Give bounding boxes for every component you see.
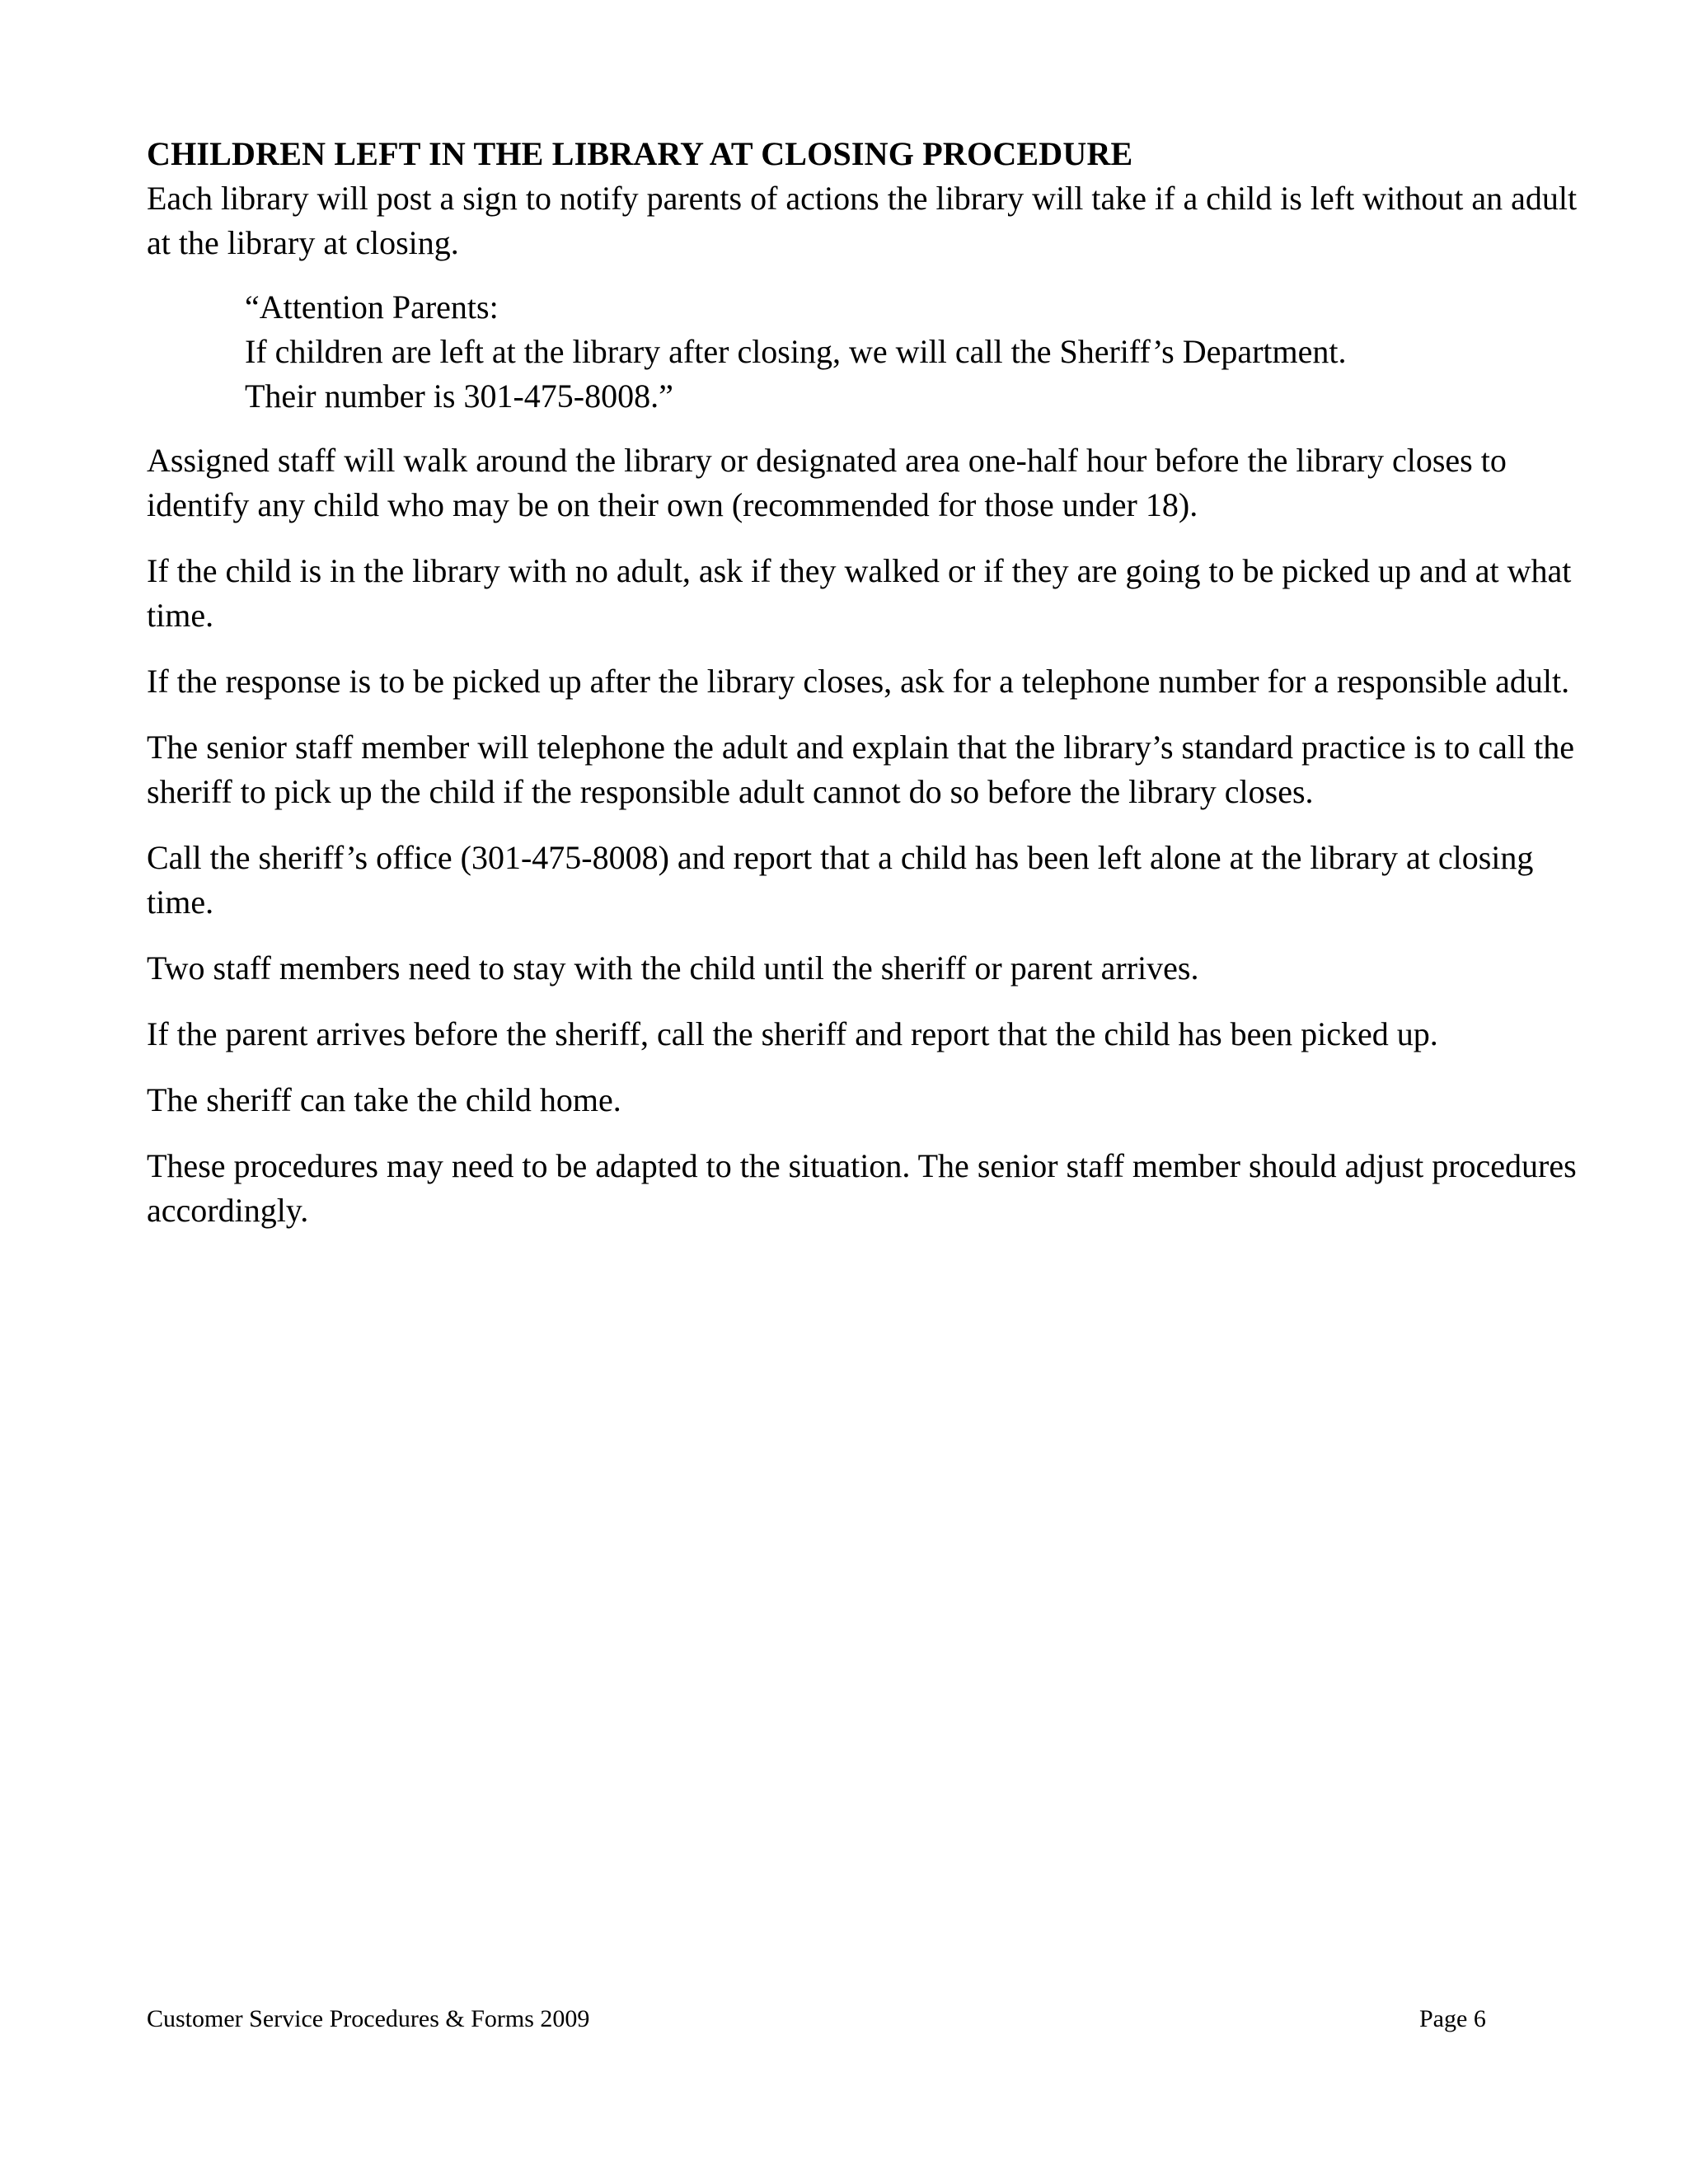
- footer-document-name: Customer Service Procedures & Forms 2009: [147, 2005, 590, 2032]
- sign-line-1: “Attention Parents:: [245, 288, 499, 326]
- paragraph-parent-arrives: If the parent arrives before the sheriff, call the sheriff and report that the child has been picked up.: [147, 1015, 1438, 1052]
- sign-quote-block: [245, 285, 1581, 419]
- paragraph-ask-child: If the child is in the library with no adult, ask if they walked or if they are going to be picked up and at what time.: [147, 552, 1572, 634]
- paragraph-ask-phone: If the response is to be picked up after the library closes, ask for a telephone number for a responsible adult.: [147, 663, 1570, 700]
- document-body: [147, 132, 1581, 1254]
- footer-page-number: Page 6: [1419, 2005, 1486, 2032]
- page-title: CHILDREN LEFT IN THE LIBRARY AT CLOSING PROCEDURE: [147, 135, 1133, 172]
- sign-line-2: If children are left at the library after closing, we will call the Sheriff’s Department.: [245, 333, 1347, 370]
- paragraph-two-staff: Two staff members need to stay with the child until the sheriff or parent arrives.: [147, 949, 1199, 987]
- paragraph-call-sheriff: Call the sheriff’s office (301-475-8008) and report that a child has been left alone at the library at closing time.: [147, 839, 1534, 921]
- paragraph-adapt: These procedures may need to be adapted to the situation. The senior staff member should adjust procedures accordingly.: [147, 1147, 1577, 1229]
- paragraph-sheriff-home: The sheriff can take the child home.: [147, 1081, 621, 1118]
- intro-paragraph: Each library will post a sign to notify parents of actions the library will take if a child is left without an adult at the library at closing.: [147, 180, 1578, 261]
- sign-line-3: Their number is 301-475-8008.”: [245, 377, 673, 415]
- paragraph-walkaround: Assigned staff will walk around the library or designated area one-half hour before the library closes to identify any child who may be on their own (recommended for those under 18).: [147, 442, 1507, 523]
- paragraph-telephone-adult: The senior staff member will telephone the adult and explain that the library’s standard practice is to call the sheriff to pick up the child if the responsible adult cannot do so before the library closes.: [147, 729, 1575, 810]
